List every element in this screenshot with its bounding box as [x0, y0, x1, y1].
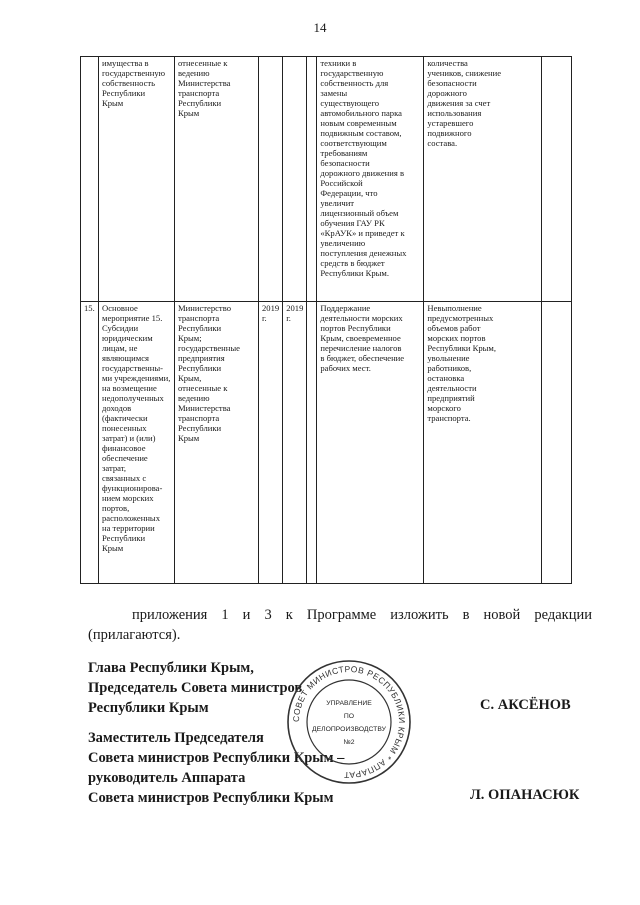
cell-text-line: Министерства	[178, 78, 231, 88]
cell-text-line: транспорта	[178, 413, 220, 423]
cell-text-line: Российской	[320, 178, 363, 188]
cell-text-line: Крым,	[178, 373, 202, 383]
cell-text-line: обучения ГАУ РК	[320, 218, 385, 228]
stamp-center-line: ПО	[343, 713, 355, 720]
stamp-center-line: УПРАВЛЕНИЕ	[326, 700, 372, 707]
cell-text-line: поступления денежных	[320, 248, 407, 258]
cell-text-line: дорожного	[427, 88, 467, 98]
cell-text-line: имущества в	[102, 58, 149, 68]
signatory-title-line: Заместитель Председателя	[88, 730, 264, 746]
cell-text-line: Поддержание	[320, 303, 371, 313]
cell-text-line: соответствующим	[320, 138, 387, 148]
cell-text-line: учеников, снижение	[427, 68, 502, 78]
table-row	[81, 57, 572, 302]
cell-text-line: Субсидии	[102, 323, 139, 333]
signatory-title-line: Председатель Совета министров	[88, 680, 303, 696]
signatory-name: С. АКСЁНОВ	[480, 697, 571, 713]
cell-text-line: функционирова-	[102, 483, 163, 493]
cell-text-line: 2019	[286, 303, 304, 313]
cell-text-line: Крым	[178, 433, 200, 443]
cell-text-line: ми учреждениями,	[102, 373, 171, 383]
cell-text-line: Республики	[178, 323, 222, 333]
cell-text-line: морских портов	[427, 333, 486, 343]
cell-text-line: Министерства	[178, 403, 231, 413]
program-table	[80, 56, 572, 584]
cell-text-line: на возмещение	[102, 383, 157, 393]
cell-text-line: ведению	[178, 68, 210, 78]
cell-text-line: на территории	[102, 523, 155, 533]
cell-text-line: финансовое	[102, 443, 146, 453]
cell-text-line: автомобильного парка	[320, 108, 402, 118]
cell-text-line: портов,	[102, 503, 130, 513]
cell-text-line: предусмотренных	[427, 313, 494, 323]
cell-text-line: безопасности	[320, 158, 370, 168]
cell-text-line: использования	[427, 108, 482, 118]
cell-text-line: отнесенные к	[178, 58, 228, 68]
table-row	[81, 302, 572, 584]
cell-text-line: перечисление налогов	[320, 343, 402, 353]
cell-text-line: доходов	[102, 403, 132, 413]
cell-text-line: государственную	[102, 68, 166, 78]
cell-text-line: Республики	[178, 98, 222, 108]
stamp-ring-text: СОВЕТ МИНИСТРОВ РЕСПУБЛИКИ КРЫМ * АППАРАТ	[290, 663, 408, 781]
cell-text-line: транспорта	[178, 88, 220, 98]
cell-text-line: Республики	[178, 423, 222, 433]
cell-last	[542, 57, 572, 302]
cell-text-line: (фактически	[102, 413, 148, 423]
cell-text-line: Республики Крым.	[320, 268, 390, 278]
cell-text-line: недополученных	[102, 393, 164, 403]
cell-text-line: увольнение	[427, 353, 470, 363]
cell-text-line: Крым	[102, 543, 124, 553]
cell-text-line: объемов работ	[427, 323, 481, 333]
cell-text-line: предприятий	[427, 393, 475, 403]
paragraph-text: приложения 1 и 3 к Программе изложить в новой редакции (прилагаются).	[88, 607, 592, 643]
cell-text-line: морского	[427, 403, 461, 413]
cell-num	[81, 57, 99, 302]
cell-text-line: Основное	[102, 303, 138, 313]
cell-consequence	[424, 302, 542, 584]
cell-text-line: обеспечение	[102, 453, 148, 463]
cell-text-line: государственны-	[102, 363, 163, 373]
cell-text-line: нием морских	[102, 493, 154, 503]
cell-year-end	[283, 57, 307, 302]
cell-text-line: Республики	[102, 88, 146, 98]
cell-text-line: замены	[320, 88, 348, 98]
cell-text-line: остановка	[427, 373, 465, 383]
cell-text-line: 2019	[262, 303, 280, 313]
signatory-title-line: руководитель Аппарата	[88, 770, 246, 786]
cell-text-line: Федерации, что	[320, 188, 378, 198]
official-stamp	[285, 658, 413, 786]
cell-text-line: Крым	[178, 108, 200, 118]
cell-text-line: количества	[427, 58, 468, 68]
cell-text-line: увеличению	[320, 238, 366, 248]
cell-text-line: государственную	[320, 68, 384, 78]
cell-consequence	[424, 57, 542, 302]
cell-text-line: «КрАУК» и приведет к	[320, 228, 405, 238]
cell-text-line: техники в	[320, 58, 357, 68]
cell-text-line: отнесенные к	[178, 383, 228, 393]
cell-text-line: Крым, своевременное	[320, 333, 401, 343]
cell-measure	[99, 302, 175, 584]
cell-text-line: затрат) и (или)	[102, 433, 156, 443]
signature-block-1	[88, 658, 302, 718]
page-number: 14	[313, 20, 327, 35]
cell-text-line: Невыполнение	[427, 303, 482, 313]
cell-text-line: подвижным составом,	[320, 128, 402, 138]
signatory-title-line: Совета министров Республики Крым	[88, 790, 334, 806]
cell-text-line: лицам, не	[102, 343, 138, 353]
cell-result	[317, 57, 424, 302]
cell-text-line: являющимся	[102, 353, 149, 363]
cell-year-start	[259, 57, 283, 302]
cell-text-line: транспорта	[178, 313, 220, 323]
cell-text-line: Республики	[178, 363, 222, 373]
cell-text-line: состава.	[427, 138, 458, 148]
cell-text-line: транспорта.	[427, 413, 471, 423]
signatory-name: Л. ОПАНАСЮК	[470, 787, 580, 803]
cell-text-line: расположенных	[102, 513, 160, 523]
cell-text-line: государственные	[178, 343, 240, 353]
signatory-title-line: Совета министров Республики Крым –	[88, 750, 345, 766]
cell-text-line: Республики	[102, 533, 146, 543]
cell-text-line: портов Республики	[320, 323, 391, 333]
cell-text-line: предприятия	[178, 353, 225, 363]
stamp-center-line: ДЕЛОПРОИЗВОДСТВУ	[312, 726, 386, 733]
cell-text-line: движения за счет	[427, 98, 491, 108]
svg-text:СОВЕТ МИНИСТРОВ РЕСПУБЛИКИ КРЫ	[291, 664, 407, 780]
cell-text-line: требованиям	[320, 148, 368, 158]
cell-text-line: безопасности	[427, 78, 477, 88]
cell-text-line: дорожного движения в	[320, 168, 405, 178]
signatory-title-line: Глава Республики Крым,	[88, 660, 254, 676]
cell-text-line: мероприятие 15.	[102, 313, 163, 323]
cell-text-line: собственность	[102, 78, 156, 88]
cell-blank	[307, 57, 317, 302]
cell-text-line: связанных с	[102, 473, 147, 483]
cell-num: 15.	[81, 302, 99, 584]
cell-result	[317, 302, 424, 584]
cell-text-line: ведению	[178, 393, 210, 403]
cell-text-line: рабочих мест.	[320, 363, 371, 373]
cell-text-line: г.	[262, 313, 267, 323]
cell-year-end	[283, 302, 307, 584]
cell-text-line: средств в бюджет	[320, 258, 385, 268]
signatory-title-line: Республики Крым	[88, 700, 209, 716]
cell-executor	[175, 302, 259, 584]
cell-text-line: затрат,	[102, 463, 126, 473]
cell-text-line: подвижного	[427, 128, 472, 138]
cell-last	[542, 302, 572, 584]
amendment-paragraph	[88, 605, 592, 645]
cell-year-start	[259, 302, 283, 584]
cell-text-line: лицензионный объем	[320, 208, 399, 218]
cell-text-line: Министерство	[178, 303, 231, 313]
cell-blank	[307, 302, 317, 584]
cell-measure	[99, 57, 175, 302]
cell-text-line: Крым;	[178, 333, 202, 343]
cell-text-line: Крым	[102, 98, 124, 108]
cell-text-line: г.	[286, 313, 291, 323]
cell-text-line: деятельности морских	[320, 313, 403, 323]
cell-text-line: в бюджет, обеспечение	[320, 353, 405, 363]
cell-text-line: новым современным	[320, 118, 397, 128]
cell-text-line: собственность для	[320, 78, 389, 88]
cell-text-line: деятельности	[427, 383, 477, 393]
cell-text-line: существующего	[320, 98, 380, 108]
cell-text-line: юридическим	[102, 333, 153, 343]
cell-text-line: работников,	[427, 363, 472, 373]
stamp-center-line: №2	[343, 739, 355, 746]
cell-text-line: устаревшего	[427, 118, 474, 128]
cell-text-line: увеличит	[320, 198, 355, 208]
cell-executor	[175, 57, 259, 302]
cell-text-line: Республики Крым,	[427, 343, 497, 353]
cell-text-line: понесенных	[102, 423, 147, 433]
